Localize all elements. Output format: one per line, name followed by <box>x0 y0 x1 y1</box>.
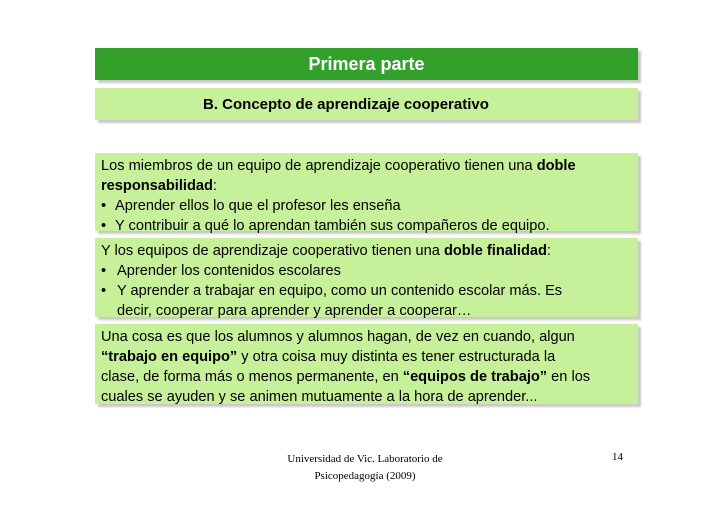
bullet-icon: • <box>101 198 107 214</box>
box3-bold: “trabajo en equipo” <box>101 349 238 365</box>
box1-text: : <box>212 178 217 194</box>
box1-bold: responsabilidad <box>101 178 213 194</box>
bullet-icon: • <box>101 263 107 279</box>
bullet-icon: • <box>101 283 107 299</box>
list-item-text: Y contribuir a qué lo aprendan también sus compañeros de equipo. <box>115 218 550 234</box>
footer-credit <box>240 451 490 485</box>
box3-text: en los <box>547 369 591 385</box>
list-item-continuation <box>101 301 634 321</box>
list-item <box>101 196 634 216</box>
teamwork-box <box>95 324 638 404</box>
box2-bold: doble finalidad <box>443 243 547 259</box>
footer-line: Psicopedagogía (2009) <box>314 470 416 482</box>
box1-line <box>101 176 634 196</box>
box3-text: cuales se ayuden y se animen mutuamente a la hora de aprender... <box>101 389 538 405</box>
box2-text: : <box>546 243 551 259</box>
box2-text: Y los equipos de aprendizaje cooperativo tienen una <box>101 243 444 259</box>
box3-line <box>101 327 634 347</box>
box1-line <box>101 156 634 176</box>
list-item <box>101 281 634 301</box>
list-item <box>101 216 634 236</box>
page-number: 14 <box>612 451 623 463</box>
box1-bold: doble <box>536 158 576 174</box>
list-item-text: Y aprender a trabajar en equipo, como un contenido escolar más. Es <box>117 283 563 299</box>
slide-title-text: Primera parte <box>308 53 425 74</box>
box3-text: clase, de forma más o menos permanente, en <box>101 369 403 385</box>
box3-line <box>101 367 634 387</box>
bullet-icon: • <box>101 218 107 234</box>
box2-line <box>101 241 634 261</box>
goals-box <box>95 238 638 317</box>
slide-title <box>95 48 638 80</box>
box3-text: y otra coisa muy distinta es tener estructurada la <box>237 349 556 365</box>
footer-line: Universidad de Vic. Laboratorio de <box>287 453 443 465</box>
box3-text: Una cosa es que los alumnos y alumnos hagan, de vez en cuando, algun <box>101 329 575 345</box>
list-item-text: Aprender los contenidos escolares <box>117 263 341 279</box>
list-item-text: Aprender ellos lo que el profesor les enseña <box>115 198 401 214</box>
slide-subtitle <box>95 88 638 120</box>
box3-bold: “equipos de trabajo” <box>402 369 548 385</box>
box3-line <box>101 347 634 367</box>
list-item <box>101 261 634 281</box>
responsibility-box <box>95 153 638 234</box>
list-item-text: decir, cooperar para aprender y aprender a cooperar… <box>117 303 472 319</box>
box3-line <box>101 387 634 407</box>
slide-subtitle-text: B. Concepto de aprendizaje cooperativo <box>203 95 489 113</box>
box1-text: Los miembros de un equipo de aprendizaje cooperativo tienen una <box>101 158 537 174</box>
